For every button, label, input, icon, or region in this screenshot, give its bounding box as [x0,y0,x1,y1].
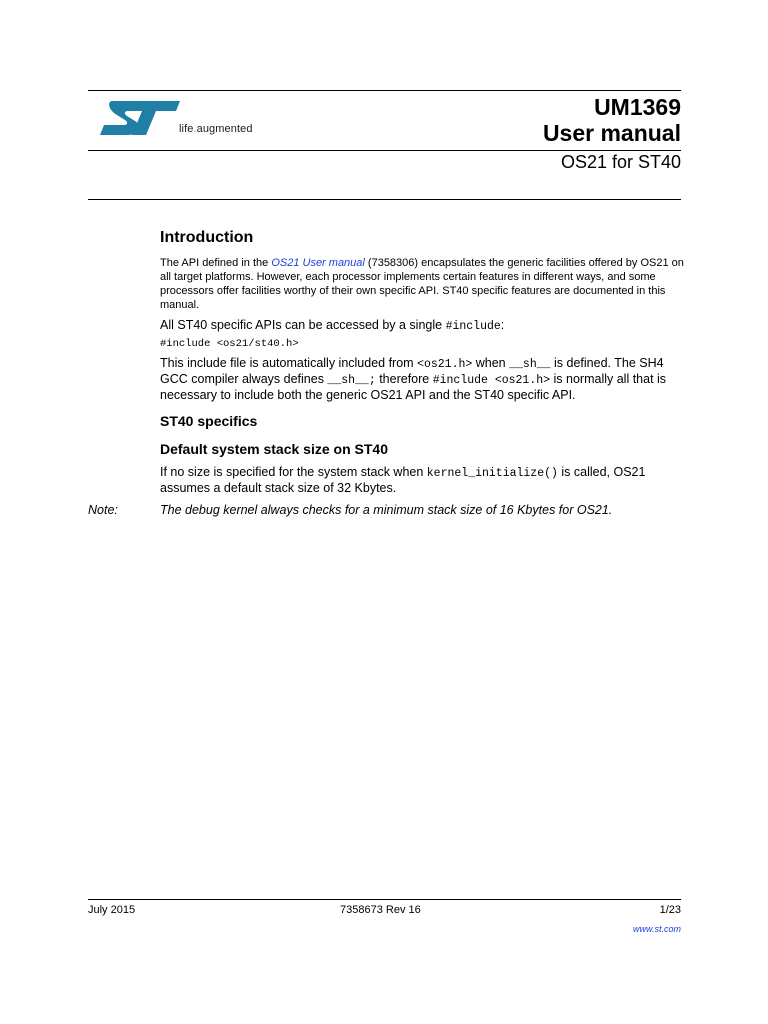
note-text: The debug kernel always checks for a minimum stack size of 16 Kbytes for OS21. [160,503,613,517]
header-top-rule [88,90,681,91]
stack-size-paragraph: If no size is specified for the system stack when kernel_initialize() is called, OS21 assumes a default stack size of 32 Kbytes. [160,465,646,495]
include-code-line: #include <os21/st40.h> [160,338,299,350]
document-type: User manual [542,120,681,146]
intro-paragraph-3: This include file is automatically included from <os21.h> when __sh__ is defined. The SH4 GCC compiler always defines __sh__; therefore #include <os21.h> is normally all that is necessary to include both the generic OS21 API and the ST40 specific API. [160,356,667,402]
document-id: UM1369 [594,94,681,120]
intro-paragraph-1: The API defined in the OS21 User manual (7358306) encapsulates the generic facilities offered by OS21 on all target platforms. However, each processor implements certain features in different ways, and some processors offer facilities worthy of their own specific API. ST40 specific features are documented in this manual. [160,257,684,311]
note-label: Note: [88,503,118,517]
header-middle-rule [88,150,681,151]
introduction-heading: Introduction [160,229,254,246]
default-stack-size-heading: Default system stack size on ST40 [160,441,388,457]
st-logo-icon [98,99,182,137]
header-bottom-rule [88,199,681,200]
intro-paragraph-2: All ST40 specific APIs can be accessed by a single #include: [160,318,505,333]
footer-page-number: 1/23 [659,904,681,916]
st-logo [98,99,182,142]
document-subtitle: OS21 for ST40 [560,152,681,172]
website-link[interactable]: www.st.com [632,924,681,934]
logo-tagline: life.augmented [179,123,253,135]
st40-specifics-heading: ST40 specifics [160,413,258,429]
footer-doc-revision: 7358673 Rev 16 [340,904,421,916]
footer-date: July 2015 [88,904,136,916]
os21-user-manual-link[interactable]: OS21 User manual [271,257,365,269]
footer-rule [88,899,681,900]
